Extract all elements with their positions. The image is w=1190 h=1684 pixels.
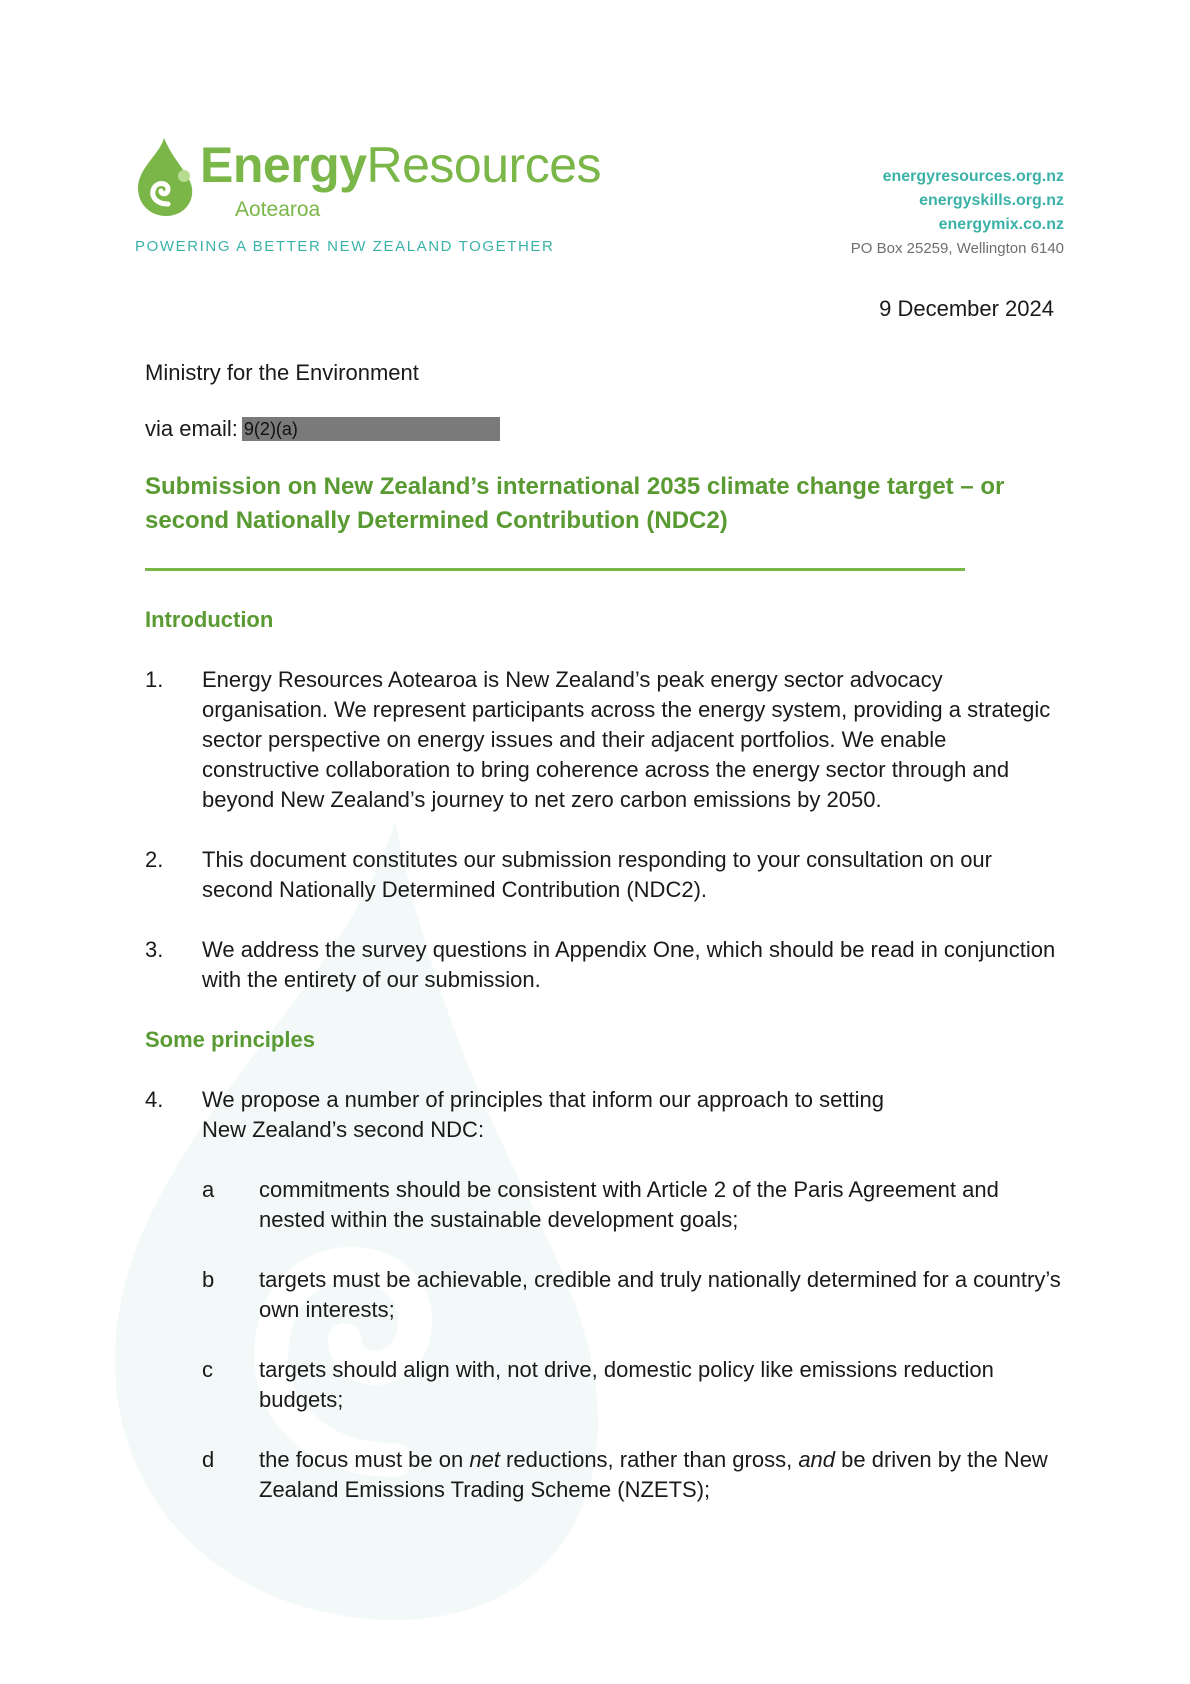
- logo-subtitle: Aotearoa: [235, 198, 321, 221]
- via-email-line: [145, 414, 1065, 444]
- principle-c: [202, 1355, 1065, 1415]
- principle-d: [202, 1445, 1065, 1505]
- principle-text: commitments should be consistent with Article 2 of the Paris Agreement and nested within the sustainable development goals;: [259, 1177, 999, 1232]
- paragraph-2: [145, 845, 1065, 905]
- paragraph-4: [145, 1085, 1065, 1145]
- paragraph-text-line2: New Zealand’s second NDC:: [202, 1117, 485, 1142]
- principle-letter: d: [202, 1447, 215, 1472]
- principle-text-part: be driven by the New Zealand Emissions Trading Scheme (NZETS);: [259, 1447, 1048, 1502]
- principle-text-part: the focus must be on: [259, 1447, 470, 1472]
- submission-title: Submission on New Zealand’s international 2035 climate change target – or second Nationally Determined Contribution (NDC2): [145, 473, 1005, 534]
- postal-address: PO Box 25259, Wellington 6140: [850, 240, 1064, 257]
- letter-date: 9 December 2024: [879, 296, 1054, 321]
- paragraph-text-line1: We propose a number of principles that inform our approach to setting: [202, 1087, 884, 1112]
- tagline: POWERING A BETTER NEW ZEALAND TOGETHER: [135, 238, 555, 255]
- title-divider: [145, 568, 965, 571]
- redacted-email: 9(2)(a): [242, 417, 500, 441]
- koru-drop-icon: [134, 138, 200, 218]
- paragraph-number: 4.: [145, 1087, 164, 1112]
- paragraph-1: [145, 665, 1065, 815]
- principle-b: [202, 1265, 1065, 1325]
- link-energyresources[interactable]: energyresources.org.nz: [882, 168, 1064, 185]
- principle-text: [259, 1445, 1065, 1505]
- section-heading-principles: Some principles: [145, 1027, 315, 1052]
- principle-letter: b: [202, 1267, 215, 1292]
- principle-a: [202, 1175, 1065, 1235]
- contact-block: [851, 165, 1064, 261]
- paragraph-3: [145, 935, 1065, 995]
- recipient: Ministry for the Environment: [145, 360, 419, 385]
- principle-letter: c: [202, 1357, 213, 1382]
- principle-text: targets must be achievable, credible and truly nationally determined for a country’s own interests;: [259, 1267, 1061, 1322]
- principle-text-part: reductions, rather than gross,: [499, 1447, 799, 1472]
- paragraph-number: 3.: [145, 937, 164, 962]
- logo-wordmark: [200, 136, 601, 194]
- paragraph-text: We address the survey questions in Appendix One, which should be read in conjunction with the entirety of our submission.: [202, 937, 1056, 992]
- section-heading-introduction: Introduction: [145, 607, 274, 632]
- logo-word-energy: Energy: [200, 137, 367, 193]
- paragraph-number: 2.: [145, 847, 164, 872]
- principle-emphasis-and: and: [798, 1447, 836, 1472]
- principle-emphasis-net: net: [469, 1447, 500, 1472]
- link-energyskills[interactable]: energyskills.org.nz: [919, 192, 1064, 209]
- paragraph-text: [202, 1085, 1065, 1145]
- paragraph-text: This document constitutes our submission responding to your consultation on our second Nationally Determined Contribution (NDC2).: [202, 847, 992, 902]
- letter-body: [145, 358, 1065, 1535]
- principle-text: targets should align with, not drive, domestic policy like emissions reduction budgets;: [259, 1357, 994, 1412]
- paragraph-text: Energy Resources Aotearoa is New Zealand’s peak energy sector advocacy organisation. We represent participants across the energy system, providing a strategic sector perspective on energy issues and their adjacent portfolios. We enable constructive collaboration to bring coherence across the energy sector through and beyond New Zealand’s journey to net zero carbon emissions by 2050.: [202, 667, 1051, 812]
- via-email-label: via email:: [145, 416, 238, 441]
- paragraph-number: 1.: [145, 667, 164, 692]
- logo-word-resources: Resources: [366, 137, 602, 193]
- link-energymix[interactable]: energymix.co.nz: [938, 216, 1064, 233]
- principle-letter: a: [202, 1177, 215, 1202]
